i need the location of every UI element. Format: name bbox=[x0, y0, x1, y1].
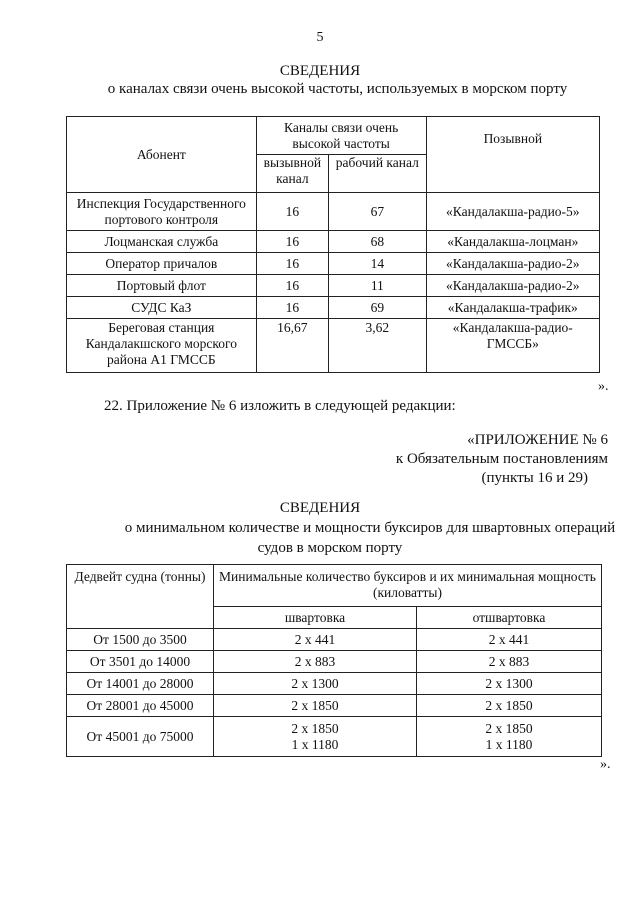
header-min-tugs: Минимальные количество буксиров и их минимальная мощность (киловатты) bbox=[214, 565, 602, 607]
appendix-reference: к Обязательным постановлениям bbox=[395, 451, 608, 467]
header-unmooring: отшвартовка bbox=[417, 607, 602, 629]
unmooring-cell bbox=[417, 717, 602, 757]
unmooring-cell bbox=[417, 695, 602, 717]
header-subscriber: Абонент bbox=[67, 117, 257, 193]
subscriber-cell: Портовый флот bbox=[67, 275, 257, 297]
table2-title: СВЕДЕНИЯ bbox=[279, 500, 361, 516]
table2-heading bbox=[0, 498, 640, 558]
mooring-value: 2 x 441 bbox=[294, 631, 336, 647]
mooring-value: 2 x 1850 bbox=[291, 720, 339, 736]
table-row bbox=[67, 319, 600, 373]
paragraph-22: 22. Приложение № 6 изложить в следующей редакции: bbox=[104, 398, 456, 414]
mooring-value: 2 x 1300 bbox=[291, 675, 339, 691]
mooring-value: 2 x 883 bbox=[294, 653, 336, 669]
working-channel-cell: 69 bbox=[329, 297, 427, 319]
subscriber-cell: Оператор причалов bbox=[67, 253, 257, 275]
header-channels: Каналы связи очень высокой частоты bbox=[256, 117, 426, 155]
unmooring-cell bbox=[417, 629, 602, 651]
callsign-cell: «Кандалакша-радио-2» bbox=[426, 275, 599, 297]
table1-title: СВЕДЕНИЯ bbox=[279, 63, 361, 79]
tugs-table bbox=[66, 564, 602, 757]
header-calling-channel: вызывной канал bbox=[256, 155, 328, 193]
appendix-header bbox=[380, 431, 608, 488]
calling-channel-cell: 16 bbox=[256, 253, 328, 275]
mooring-cell bbox=[214, 673, 417, 695]
header-mooring: швартовка bbox=[214, 607, 417, 629]
deadweight-cell: От 28001 до 45000 bbox=[67, 695, 214, 717]
table2-body bbox=[67, 629, 602, 757]
subscriber-cell: Береговая станция Кандалакшского морского района А1 ГМССБ bbox=[67, 319, 257, 373]
table-row bbox=[67, 651, 602, 673]
mooring-value: 2 x 1850 bbox=[291, 697, 339, 713]
header-callsign: Позывной bbox=[426, 117, 599, 193]
appendix-points: (пункты 16 и 29) bbox=[481, 470, 588, 486]
deadweight-cell: От 1500 до 3500 bbox=[67, 629, 214, 651]
working-channel-cell: 68 bbox=[329, 231, 427, 253]
mooring-cell bbox=[214, 651, 417, 673]
unmooring-cell bbox=[417, 651, 602, 673]
table2-subtitle-line2: судов в морском порту bbox=[257, 540, 403, 556]
calling-channel-cell: 16,67 bbox=[256, 319, 328, 373]
header-deadweight: Дедвейт судна (тонны) bbox=[67, 565, 214, 629]
table2-closing-quote: ». bbox=[600, 757, 611, 772]
unmooring-value: 2 x 883 bbox=[488, 653, 530, 669]
unmooring-value: 1 x 1180 bbox=[485, 736, 533, 752]
table-row bbox=[67, 275, 600, 297]
table1-body bbox=[67, 193, 600, 373]
table-row bbox=[67, 717, 602, 757]
unmooring-value: 2 x 1300 bbox=[485, 675, 533, 691]
calling-channel-cell: 16 bbox=[256, 231, 328, 253]
callsign-cell: «Кандалакша-радио-5» bbox=[426, 193, 599, 231]
mooring-value: 1 x 1180 bbox=[291, 736, 339, 752]
table1-closing-quote: ». bbox=[598, 379, 609, 394]
deadweight-cell: От 3501 до 14000 bbox=[67, 651, 214, 673]
callsign-cell: «Кандалакша-радио-ГМССБ» bbox=[426, 319, 599, 373]
unmooring-value: 2 x 1850 bbox=[485, 720, 533, 736]
table-row bbox=[67, 629, 602, 651]
page-number: 5 bbox=[316, 30, 324, 45]
working-channel-cell: 11 bbox=[329, 275, 427, 297]
deadweight-cell: От 45001 до 75000 bbox=[67, 717, 214, 757]
calling-channel-cell: 16 bbox=[256, 193, 328, 231]
table-row bbox=[67, 673, 602, 695]
subscriber-cell: Инспекция Государственного портового контроля bbox=[67, 193, 257, 231]
callsign-cell: «Кандалакша-трафик» bbox=[426, 297, 599, 319]
calling-channel-cell: 16 bbox=[256, 297, 328, 319]
calling-channel-cell: 16 bbox=[256, 275, 328, 297]
appendix-title: «ПРИЛОЖЕНИЕ № 6 bbox=[467, 432, 608, 448]
working-channel-cell: 14 bbox=[329, 253, 427, 275]
subscriber-cell: СУДС КаЗ bbox=[67, 297, 257, 319]
unmooring-cell bbox=[417, 673, 602, 695]
table-row bbox=[67, 297, 600, 319]
header-working-channel: рабочий канал bbox=[329, 155, 427, 193]
table-row bbox=[67, 193, 600, 231]
callsign-cell: «Кандалакша-радио-2» bbox=[426, 253, 599, 275]
mooring-cell bbox=[214, 695, 417, 717]
unmooring-value: 2 x 1850 bbox=[485, 697, 533, 713]
deadweight-cell: От 14001 до 28000 bbox=[67, 673, 214, 695]
vhf-channels-table bbox=[66, 116, 600, 373]
subscriber-cell: Лоцманская служба bbox=[67, 231, 257, 253]
table-row bbox=[67, 231, 600, 253]
table2-subtitle-line1: о минимальном количестве и мощности буксиров для швартовных операций bbox=[124, 520, 616, 536]
unmooring-value: 2 x 441 bbox=[488, 631, 530, 647]
table-row bbox=[67, 253, 600, 275]
working-channel-cell: 3,62 bbox=[329, 319, 427, 373]
table-row bbox=[67, 695, 602, 717]
mooring-cell bbox=[214, 717, 417, 757]
callsign-cell: «Кандалакша-лоцман» bbox=[426, 231, 599, 253]
working-channel-cell: 67 bbox=[329, 193, 427, 231]
table1-subtitle: о каналах связи очень высокой частоты, используемых в морском порту bbox=[107, 81, 568, 97]
mooring-cell bbox=[214, 629, 417, 651]
table1-heading bbox=[0, 62, 640, 98]
